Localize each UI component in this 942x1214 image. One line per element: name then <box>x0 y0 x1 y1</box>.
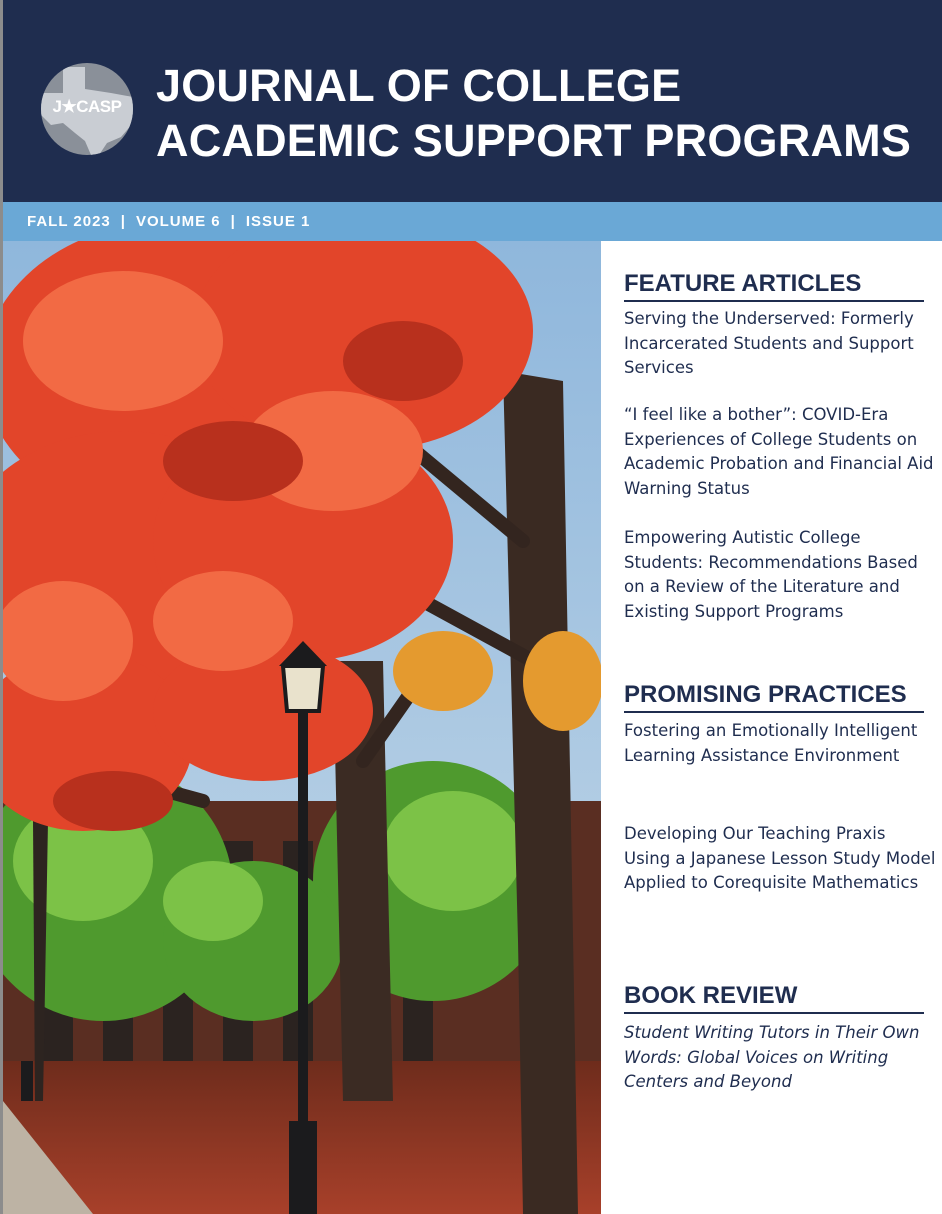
issue-number: ISSUE 1 <box>245 213 311 230</box>
promising-practices-heading: PROMISING PRACTICES <box>624 680 924 713</box>
table-of-contents <box>601 241 942 1214</box>
issue-separator: | <box>120 213 126 230</box>
feature-article-2: “I feel like a bother”: COVID-Era Experiences of College Students on Academic Probation and Financial Aid Warning Status <box>624 405 934 498</box>
cover-photo-autumn-campus <box>3 241 601 1214</box>
issue-info <box>27 213 310 230</box>
feature-articles-heading: FEATURE ARTICLES <box>624 269 924 302</box>
feature-article-1: Serving the Underserved: Formerly Incarcerated Students and Support Services <box>624 309 914 377</box>
issue-bar <box>3 202 942 241</box>
promising-article-1: Fostering an Emotionally Intelligent Learning Assistance Environment <box>624 721 918 765</box>
title-line-2: ACADEMIC SUPPORT PROGRAMS <box>156 115 912 166</box>
feature-article-3: Empowering Autistic College Students: Recommendations Based on a Review of the Literature and Existing Support Programs <box>624 528 918 621</box>
journal-title <box>156 58 911 168</box>
autumn-trees-illustration <box>3 241 601 1214</box>
book-review-heading: BOOK REVIEW <box>624 981 924 1014</box>
logo-text: J★CASP <box>52 97 122 116</box>
title-line-1: JOURNAL OF COLLEGE <box>156 60 682 111</box>
book-review-title: Student Writing Tutors in Their Own Words: Global Voices on Writing Centers and Beyond <box>624 1023 920 1091</box>
issue-season: FALL 2023 <box>27 213 111 230</box>
jcasp-logo <box>41 63 133 155</box>
promising-article-2: Developing Our Teaching Praxis Using a Japanese Lesson Study Model Applied to Corequisite Mathematics <box>624 824 936 892</box>
issue-volume: VOLUME 6 <box>135 213 221 230</box>
journal-header <box>3 0 942 202</box>
issue-separator: | <box>230 213 236 230</box>
